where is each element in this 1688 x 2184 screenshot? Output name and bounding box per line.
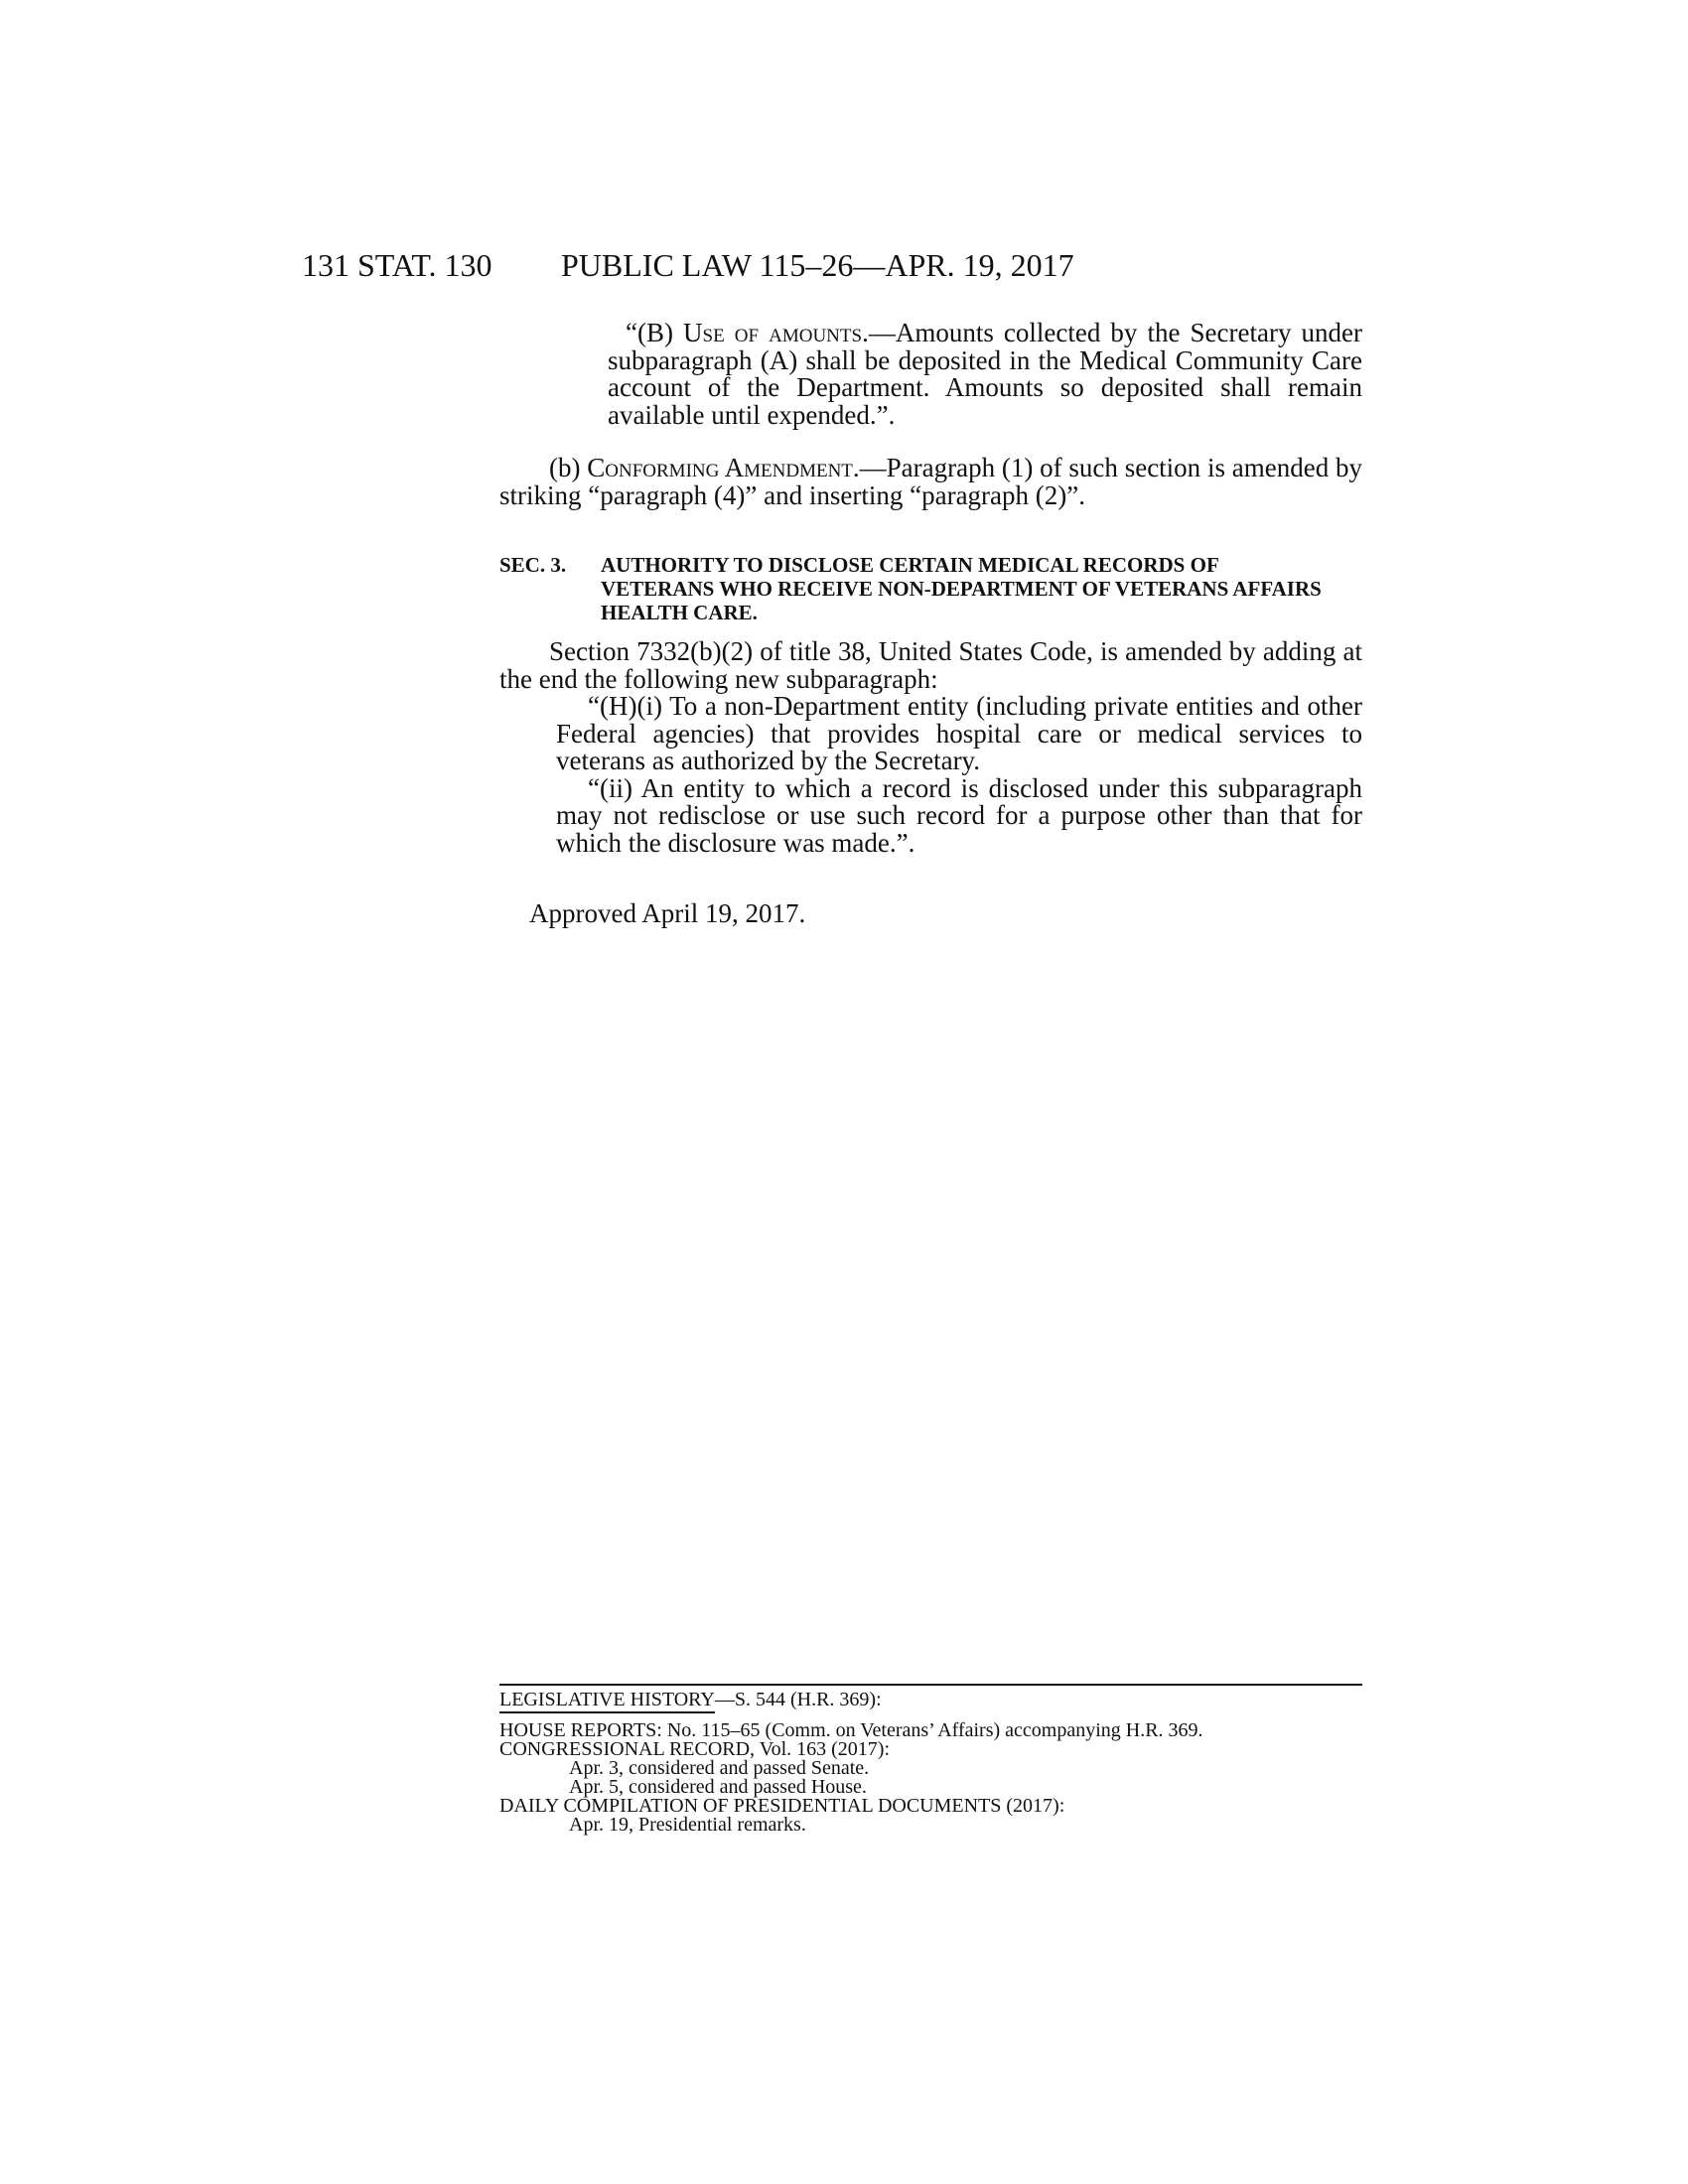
new-subparagraph [499, 693, 1362, 857]
section-heading [499, 553, 1362, 624]
list-item: Apr. 3, considered and passed Senate. [569, 1757, 870, 1779]
section-title-part2: VETERANS WHO RECEIVE NON-DEPARTMENT OF VETERANS AFFAIRS HEALTH CARE. [601, 577, 1322, 624]
section-body [499, 638, 1362, 857]
legislative-history-label: LEGISLATIVE HISTORY [499, 1689, 715, 1713]
section-title-part1: AUTHORITY TO DISCLOSE CERTAIN MEDICAL RECORDS OF [601, 553, 1219, 577]
subparagraph-h-i: “(H)(i) To a non-Department entity (including private entities and other Federal agencies) that provides hospital care or medical services to veterans as authorized by the Secretary. [556, 691, 1362, 775]
daily-compilation: DAILY COMPILATION OF PRESIDENTIAL DOCUMENTS (2017): [499, 1795, 1065, 1817]
approval-date: Approved April 19, 2017. [529, 898, 806, 928]
subparagraph-b [608, 320, 1362, 429]
subparagraph-b-open: “(B) [626, 318, 684, 347]
page-title: PUBLIC LAW 115–26—APR. 19, 2017 [561, 247, 1074, 283]
section-heading-line1 [499, 553, 1362, 577]
conforming-body: .—Paragraph (1) of such section is amended by striking “paragraph (4)” and inserting “paragraph (2)”. [499, 453, 1362, 510]
legislative-history-bill: —S. 544 (H.R. 369): [714, 1689, 882, 1710]
subparagraph-b-body: .—Amounts collected by the Secretary under subparagraph (A) shall be deposited in the Medical Community Care account of the Department. Amounts so deposited shall remain available until expended.”. [608, 318, 1362, 430]
subparagraph-b-heading: Use of amounts [683, 318, 863, 347]
stat-reference: 131 STAT. 130 [302, 247, 492, 283]
subparagraph-b-text [608, 320, 1362, 429]
section-lead-text: Section 7332(b)(2) of title 38, United States Code, is amended by adding at the end the following new subparagraph: [499, 636, 1362, 694]
conforming-heading: Conforming Amendment [587, 453, 853, 482]
congressional-record: CONGRESSIONAL RECORD, Vol. 163 (2017): [499, 1738, 890, 1760]
section-number: SEC. 3. [499, 553, 567, 577]
legislative-history-heading [499, 1691, 882, 1709]
house-reports: HOUSE REPORTS: No. 115–65 (Comm. on Veterans’ Affairs) accompanying H.R. 369. [499, 1719, 1203, 1741]
list-item: Apr. 5, considered and passed House. [569, 1776, 867, 1798]
conforming-amendment-text [499, 455, 1362, 509]
subparagraph-h-ii: “(ii) An entity to which a record is disclosed under this subparagraph may not redisclose or use such record for a purpose other than that for which the disclosure was made.”. [556, 772, 1362, 858]
conforming-amendment [499, 455, 1362, 509]
legislative-history-body [499, 1721, 1362, 1835]
list-item: Apr. 19, Presidential remarks. [569, 1814, 806, 1836]
conforming-open: (b) [549, 453, 588, 482]
divider [499, 1684, 1362, 1686]
